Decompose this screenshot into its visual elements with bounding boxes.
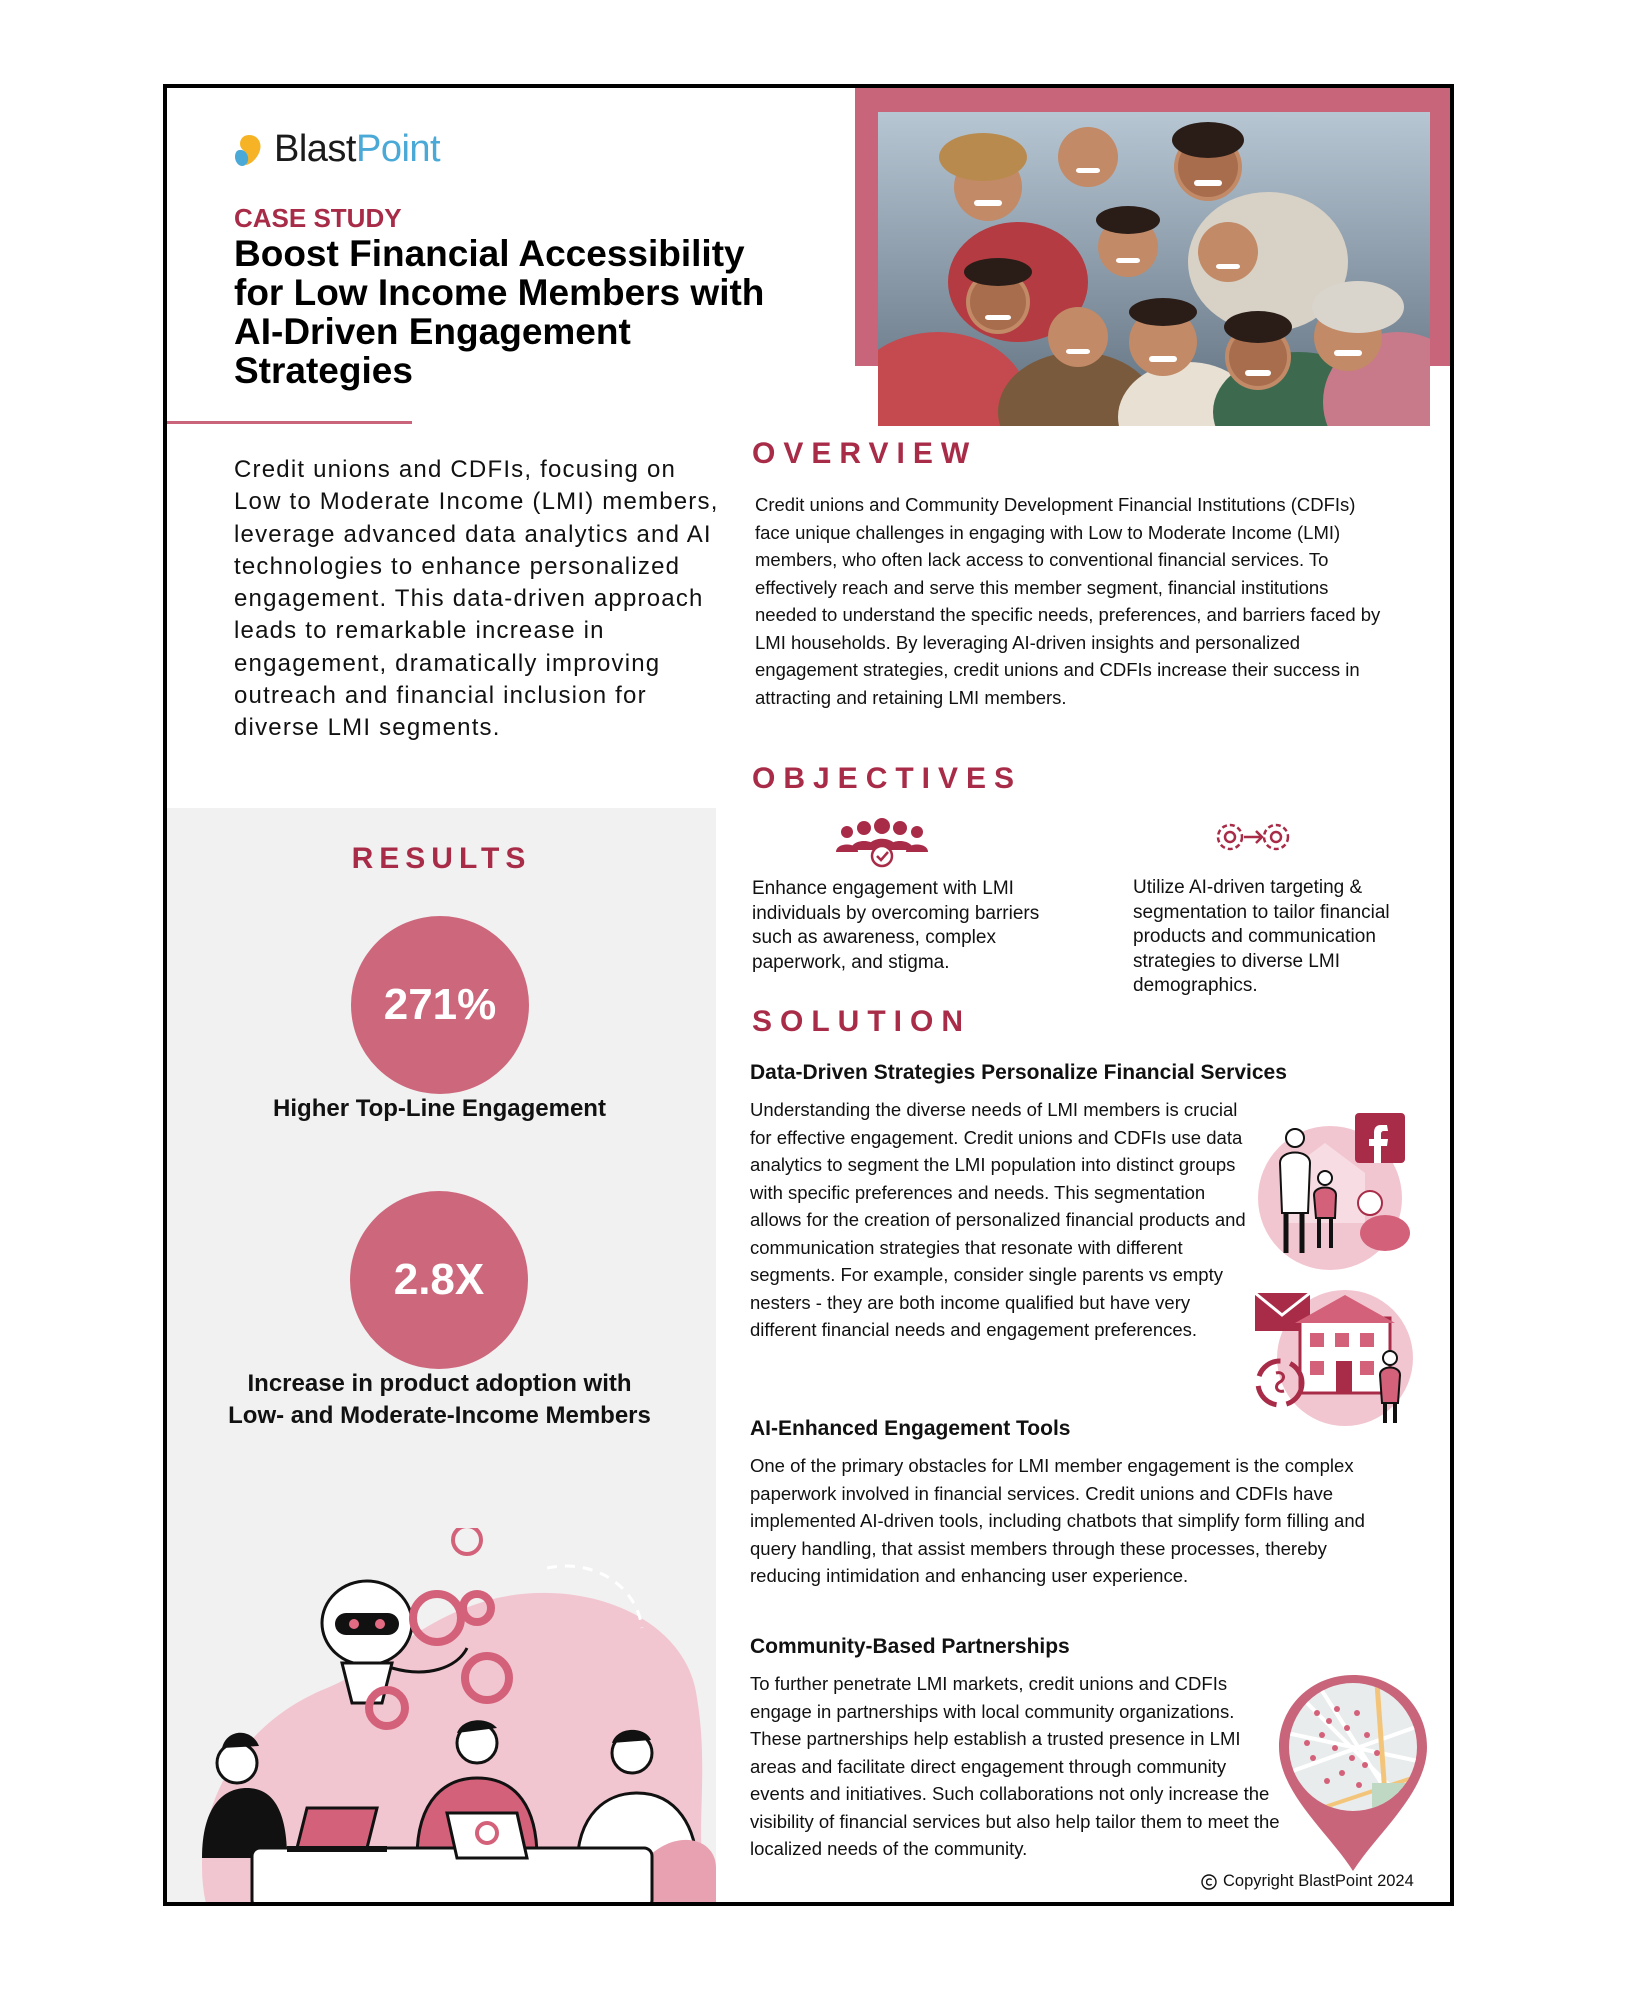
result-stat-circle: 2.8X xyxy=(350,1191,528,1369)
objectives-heading: OBJECTIVES xyxy=(752,762,1023,795)
group-photo-illustration xyxy=(878,112,1430,426)
family-finance-illustration xyxy=(1250,1103,1420,1273)
solution-text: One of the primary obstacles for LMI member engagement is the complex paperwork involved in financial services. Credit unions and CDFIs have implemented AI-driven tools, including chatbots that simplify form filling and query handling, that assist members through these processes, thereby reducing intimidation and enhancing user experience. xyxy=(750,1455,1365,1586)
objective-item: Enhance engagement with LMI individuals by overcoming barriers such as awareness, complex paperwork, and stigma. xyxy=(752,878,1040,973)
result-stat-label: Increase in product adoption with Low- and Moderate-Income Members xyxy=(228,1370,651,1429)
group-photo xyxy=(878,112,1430,426)
copyright-text: Copyright BlastPoint 2024 xyxy=(1223,1872,1414,1890)
result-stat-label: Higher Top-Line Engagement xyxy=(273,1095,606,1122)
title-divider xyxy=(167,421,412,424)
blastpoint-logo xyxy=(234,128,440,171)
objective-item: Utilize AI-driven targeting & segmentation to tailor financial products and communication strategies to diverse LMI demographics. xyxy=(1133,877,1390,996)
overview-heading: OVERVIEW xyxy=(752,437,978,470)
solution-subheading: AI-Enhanced Engagement Tools xyxy=(750,1417,1071,1440)
solution-heading: SOLUTION xyxy=(752,1005,971,1038)
solution-subheading: Community-Based Partnerships xyxy=(750,1635,1070,1658)
team-ai-illustration xyxy=(167,1528,716,1906)
solution-subheading: Data-Driven Strategies Personalize Financial Services xyxy=(750,1061,1287,1084)
solution-text: Understanding the diverse needs of LMI members is crucial for effective engagement. Credit unions and CDFIs use data analytics to segment the LMI population into distinct groups with specific preferences and needs. This segmentation allows for the creation of personalized financial products and communication strategies that resonate with different segments. For example, consider single parents vs empty nesters - they are both income qualified but have very different financial needs and engagement preferences. xyxy=(750,1099,1246,1340)
gears-arrow-icon xyxy=(1212,816,1294,858)
house-finance-illustration xyxy=(1250,1283,1420,1428)
intro-summary: Credit unions and CDFIs, focusing on Low to Moderate Income (LMI) members, leverage advanced data analytics and AI technologies to enhance personalized engagement. This data-driven approach leads to remarkable increase in engagement, dramatically improving outreach and financial inclusion for diverse LMI segments. xyxy=(234,456,719,742)
page-title: Boost Financial Accessibility for Low Income Members with AI-Driven Engagement Strategies xyxy=(234,233,765,391)
logo-wordmark: BlastPoint xyxy=(274,128,441,170)
blastpoint-logo-icon xyxy=(234,133,264,167)
overview-text: Credit unions and Community Development Financial Institutions (CDFIs) face unique challenges in engaging with Low to Moderate Income (LMI) members, who often lack access to conventional financial services. To effectively reach and serve this member segment, financial institutions needed to understand the specific needs, preferences, and barriers faced by LMI households. By leveraging AI-driven insights and personalized engagement strategies, credit unions and CDFIs increase their success in attracting and retaining LMI members. xyxy=(755,494,1381,708)
results-panel xyxy=(167,808,716,1906)
result-stat-circle: 271% xyxy=(351,916,529,1094)
results-heading: RESULTS xyxy=(351,842,532,875)
case-study-page xyxy=(163,84,1454,1906)
copyright-icon xyxy=(1201,1874,1217,1890)
people-group-check-icon xyxy=(832,818,932,868)
copyright-notice xyxy=(1201,1872,1414,1891)
map-pin-icon xyxy=(1277,1673,1429,1873)
solution-text: To further penetrate LMI markets, credit unions and CDFIs engage in partnerships with local community organizations. These partnerships help establish a trusted presence in LMI areas and facilitate direct engagement through community events and initiatives. Such collaborations not only increase the visibility of financial services but also help tailor them to meet the localized needs of the community. xyxy=(750,1673,1280,1859)
case-study-label: CASE STUDY xyxy=(234,203,402,233)
